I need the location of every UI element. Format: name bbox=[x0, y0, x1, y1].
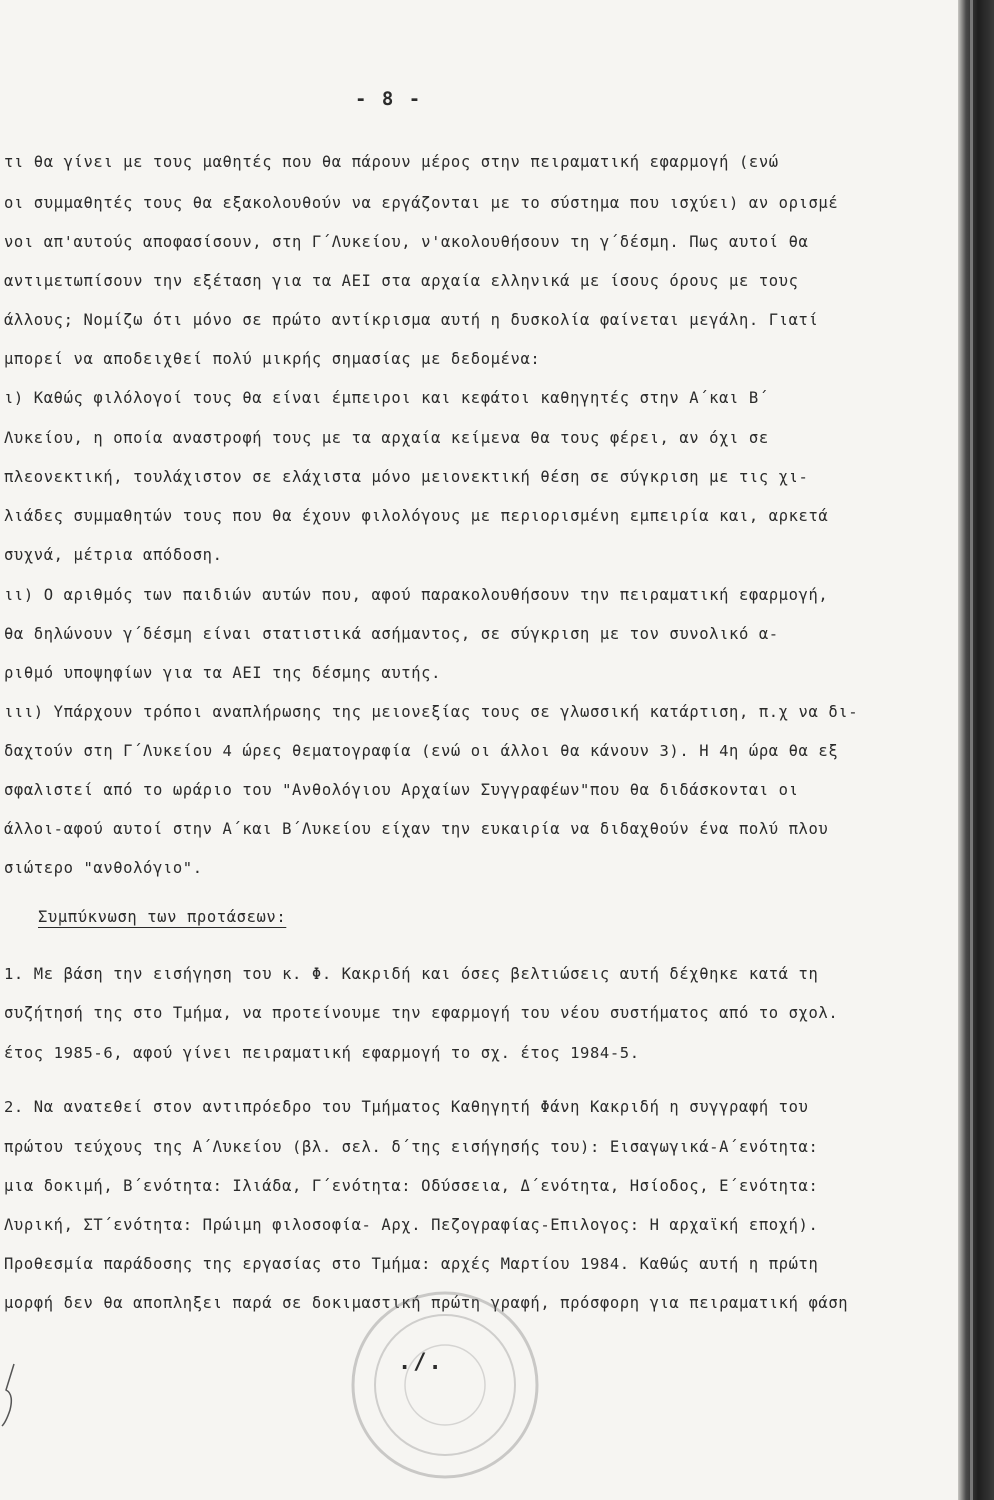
section-heading: Συμπύκνωση των προτάσεων: bbox=[38, 908, 287, 926]
body-line: σιώτερο "ανθολόγιο". bbox=[4, 859, 203, 877]
body-line: λιάδες συμμαθητών τους που θα έχουν φιλολόγους με περιορισμένη εμπειρία και, αρκετά bbox=[4, 507, 829, 525]
body-line: νοι απ'αυτούς αποφασίσουν, στη Γ΄Λυκείου, ν'ακολουθήσουν τη γ΄δέσμη. Πως αυτοί θα bbox=[4, 233, 809, 251]
proposal-line: μορφή δεν θα αποπληξει παρά σε δοκιμαστική πρώτη γραφή, πρόσφορη για πειραματική φάση bbox=[4, 1294, 849, 1312]
body-line: συχνά, μέτρια απόδοση. bbox=[4, 546, 223, 564]
body-line: τι θα γίνει με τους μαθητές που θα πάρουν μέρος στην πειραματική εφαρμογή (ενώ bbox=[4, 153, 779, 171]
body-line: θα δηλώνουν γ΄δέσμη είναι στατιστικά ασήμαντος, σε σύγκριση με τον συνολικό α- bbox=[4, 625, 779, 643]
page-number: - 8 - bbox=[355, 88, 423, 110]
body-line: πλεονεκτική, τουλάχιστον σε ελάχιστα μόνο μειονεκτική θέση σε σύγκριση με τις χι- bbox=[4, 468, 809, 486]
body-line: σφαλιστεί από το ωράριο του "Ανθολόγιου Αρχαίων Συγγραφέων"που θα διδάσκονται οι bbox=[4, 781, 799, 799]
body-line: ριθμό υποψηφίων για τα ΑΕΙ της δέσμης αυτής. bbox=[4, 664, 441, 682]
proposal-line: Λυρική, ΣΤ΄ενότητα: Πρώιμη φιλοσοφία- Αρχ. Πεζογραφίας-Επιλογος: Η αρχαϊκή εποχή). bbox=[4, 1216, 819, 1234]
official-stamp bbox=[345, 1285, 545, 1485]
proposal-line: 2. Να ανατεθεί στον αντιπρόεδρο του Τμήματος Καθηγητή Φάνη Κακριδή η συγγραφή του bbox=[4, 1098, 809, 1116]
body-line: ι) Καθώς φιλόλογοί τους θα είναι έμπειροι και κεφάτοι καθηγητές στην Α΄και Β΄ bbox=[4, 389, 769, 407]
proposal-line: 1. Με βάση την εισήγηση του κ. Φ. Κακριδή και όσες βελτιώσεις αυτή δέχθηκε κατά τη bbox=[4, 965, 819, 983]
body-line: μπορεί να αποδειχθεί πολύ μικρής σημασίας με δεδομένα: bbox=[4, 350, 541, 368]
margin-pencil-mark bbox=[0, 1360, 24, 1430]
proposal-line: συζήτησή της στο Τμήμα, να προτείνουμε την εφαρμογή του νέου συστήματος από το σχολ. bbox=[4, 1004, 839, 1022]
proposal-line: έτος 1985-6, αφού γίνει πειραματική εφαρμογή το σχ. έτος 1984-5. bbox=[4, 1044, 640, 1062]
body-line: ιιι) Υπάρχουν τρόποι αναπλήρωσης της μειονεξίας τους σε γλωσσική κατάρτιση, π.χ να δι- bbox=[4, 703, 859, 721]
book-binding-edge bbox=[958, 0, 994, 1500]
proposal-line: πρώτου τεύχους της Α΄Λυκείου (βλ. σελ. δ΄της εισήγησής του): Εισαγωγικά-Α΄ενότητα: bbox=[4, 1138, 819, 1156]
body-line: οι συμμαθητές τους θα εξακολουθούν να εργάζονται με το σύστημα που ισχύει) αν ορισμέ bbox=[4, 194, 839, 212]
body-line: άλλοι-αφού αυτοί στην Α΄και Β΄Λυκείου είχαν την ευκαιρία να διδαχθούν ένα πολύ πλου bbox=[4, 820, 829, 838]
body-line: ιι) Ο αριθμός των παιδιών αυτών που, αφού παρακολουθήσουν την πειραματική εφαρμογή, bbox=[4, 586, 829, 604]
body-line: Λυκείου, η οποία αναστροφή τους με τα αρχαία κείμενα θα τους φέρει, αν όχι σε bbox=[4, 429, 769, 447]
body-line: δαχτούν στη Γ΄Λυκείου 4 ώρες θεματογραφία (ενώ οι άλλοι θα κάνουν 3). Η 4η ώρα θα εξ bbox=[4, 742, 839, 760]
body-line: αντιμετωπίσουν την εξέταση για τα ΑΕΙ στα αρχαία ελληνικά με ίσους όρους με τους bbox=[4, 272, 799, 290]
body-line: άλλους; Νομίζω ότι μόνο σε πρώτο αντίκρισμα αυτή η δυσκολία φαίνεται μεγάλη. Γιατί bbox=[4, 311, 819, 329]
proposal-line: μια δοκιμή, Β΄ενότητα: Ιλιάδα, Γ΄ενότητα: Οδύσσεια, Δ΄ενότητα, Ησίοδος, Ε΄ενότητα: bbox=[4, 1177, 819, 1195]
proposal-line: Προθεσμία παράδοσης της εργασίας στο Τμήμα: αρχές Μαρτίου 1984. Καθώς αυτή η πρώτη bbox=[4, 1255, 819, 1273]
continuation-mark: ./. bbox=[398, 1350, 444, 1375]
